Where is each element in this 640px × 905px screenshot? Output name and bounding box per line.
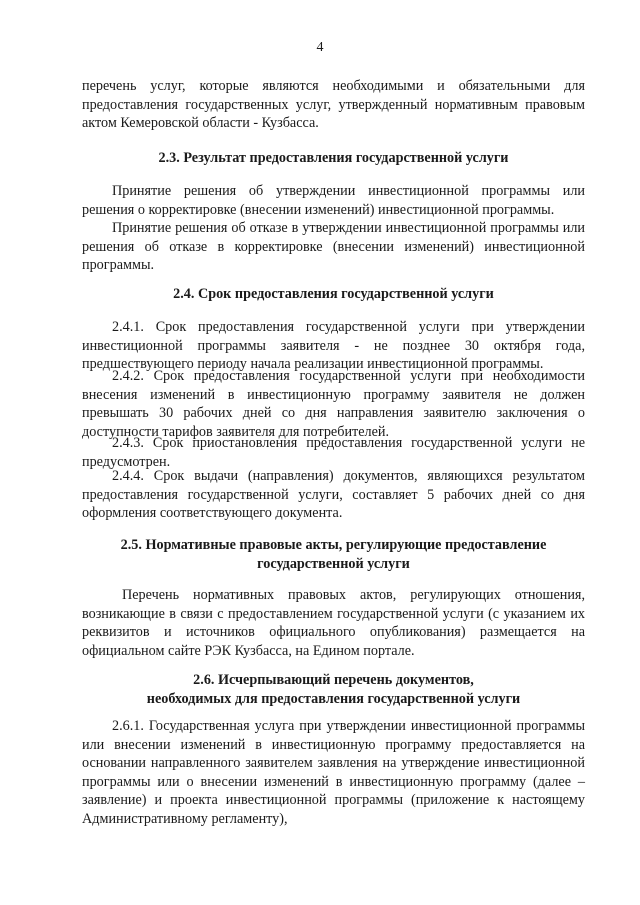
section-2-6-heading-line-1: 2.6. Исчерпывающий перечень документов, — [193, 672, 474, 688]
section-2-3-paragraph-2: Принятие решения об отказе в утверждении инвестиционной программы или решения об отказе в корректировке (внесении изменений) инвестиционной программы. — [82, 220, 585, 274]
section-2-4-heading: 2.4. Срок предоставления государственной услуги — [173, 286, 494, 302]
section-2-4-3-paragraph: 2.4.3. Срок приостановления предоставления государственной услуги не предусмотрен. — [82, 435, 585, 470]
section-2-6-heading — [82, 671, 585, 708]
section-2-5-heading-line-1: 2.5. Нормативные правовые акты, регулирующие предоставление — [120, 537, 547, 553]
section-2-3-heading: 2.3. Результат предоставления государственной услуги — [158, 150, 509, 166]
intro-paragraph: перечень услуг, которые являются необходимыми и обязательными для предоставления государственных услуг, утвержденный нормативным правовым актом Кемеровской области - Кузбасса. — [82, 78, 585, 132]
section-2-6-heading-line-2: необходимых для предоставления государственной услуги — [146, 690, 521, 707]
page-number: 4 — [316, 40, 324, 55]
section-2-4-4-paragraph: 2.4.4. Срок выдачи (направления) документов, являющихся результатом предоставления государственной услуги, составляет 5 рабочих дней со дня оформления соответствующего документа. — [82, 468, 585, 522]
section-2-3-paragraph-1: Принятие решения об утверждении инвестиционной программы или решения о корректировке (внесении изменений) инвестиционной программы. — [82, 183, 585, 218]
section-2-5-heading — [82, 536, 585, 573]
section-2-4-1-paragraph: 2.4.1. Срок предоставления государственной услуги при утверждении инвестиционной программы заявителя - не позднее 30 октября года, предшествующего периоду начала реализации инвестиционной программы. — [82, 319, 585, 373]
section-2-4-2-paragraph: 2.4.2. Срок предоставления государственной услуги при необходимости внесения изменений в инвестиционную программу заявителя не должен превышать 30 рабочих дней со дня направления заявителю заключения о доступности тарифов заявителя для потребителей. — [82, 368, 585, 440]
section-2-5-paragraph: Перечень нормативных правовых актов, регулирующих отношения, возникающие в связи с предоставлением государственной услуги (с указанием их реквизитов и источников официального опубликования) размещается на официальном сайте РЭК Кузбасса, на Едином портале. — [82, 587, 585, 659]
section-2-6-1-paragraph: 2.6.1. Государственная услуга при утверждении инвестиционной программы или внесении изменений в инвестиционную программу предоставляется на основании направленного заявителем заявления на утверждение инвестиционной программы или о внесении изменений в инвестиционную программу (далее – заявление) и проекта инвестиционной программы (приложение к настоящему Административному регламенту), — [82, 718, 585, 827]
section-2-5-heading-line-2: государственной услуги — [257, 555, 410, 572]
